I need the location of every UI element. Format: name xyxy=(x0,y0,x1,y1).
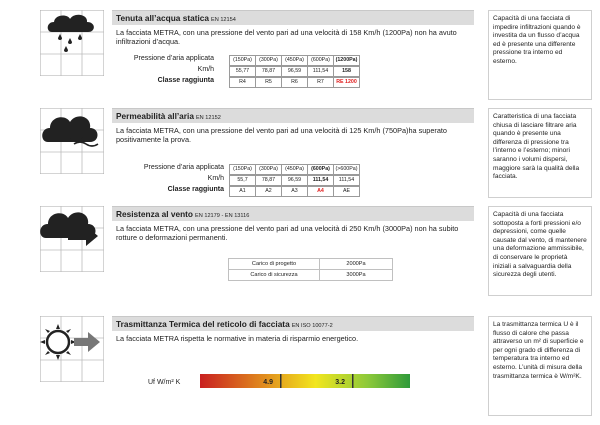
section-norm: EN 12179 - EN 13116 xyxy=(195,213,250,219)
section-description: La facciata METRA, con una pressione del vento pari ad una velocità di 158 Km/h (1200Pa) non ha avuto infiltrazioni d’acqua. xyxy=(116,28,457,46)
row-label-class: Classe raggiunta xyxy=(157,77,214,84)
uf-mark-label: 3.2 xyxy=(335,379,345,386)
side-note: La trasmittanza termica U è il flusso di calore che passa attraverso un m² di superficie e per ogni grado di differenza di temperatura tra interno ed esterno. L’unità di misura della trasmittanza termica è W/m²K. xyxy=(488,316,592,416)
uf-marker-4-9 xyxy=(280,374,282,388)
kmh-cell-highlight: 158 xyxy=(333,66,360,77)
class-cell: A3 xyxy=(281,186,308,197)
section-header xyxy=(112,108,474,123)
class-cell: A2 xyxy=(255,186,282,197)
section-main xyxy=(112,206,474,242)
class-row xyxy=(230,77,360,88)
section-main xyxy=(112,316,474,343)
class-cell: R4 xyxy=(229,77,256,88)
section-norm: EN 12154 xyxy=(211,17,236,23)
pressure-cell-highlight: (1200Pa) xyxy=(333,55,360,66)
pressure-cell: (150Pa) xyxy=(229,164,256,175)
section-main xyxy=(112,10,474,46)
side-note: Capacità di una facciata di impedire infiltrazioni quando è investita da un flusso d’acqua ed è presente una differente pressione tra interno ed esterno. xyxy=(488,10,592,100)
section-header xyxy=(112,316,474,331)
kmh-cell: 55,7 xyxy=(229,175,256,186)
pressure-cell: (600Pa) xyxy=(307,55,334,66)
section-title: Trasmittanza Termica del reticolo di facciata xyxy=(116,319,290,329)
load-value: 3000Pa xyxy=(320,270,393,281)
kmh-cell: 96,59 xyxy=(281,66,308,77)
side-note: Caratteristica di una facciata chiusa di lasciare filtrare aria quando è presente una differenza di pressione tra l’interno e l’esterno; minori saranno i volumi dispersi, maggiore sarà la qualità della facciata. xyxy=(488,108,592,198)
cloud-wind-icon xyxy=(40,108,104,174)
load-value: 2000Pa xyxy=(320,259,393,270)
pressure-row xyxy=(230,55,360,66)
pressure-cell: (150Pa) xyxy=(229,55,256,66)
section-main xyxy=(112,108,474,144)
load-table xyxy=(228,258,393,281)
sun-arrow-icon xyxy=(40,316,104,382)
load-row xyxy=(229,259,393,270)
cloud-arrow-icon xyxy=(40,206,104,272)
class-cell-achieved: RE 1200 xyxy=(333,77,360,88)
uf-label: Uf W/m² K xyxy=(148,379,181,386)
section-norm: EN ISO 10077-2 xyxy=(291,323,333,329)
class-cell: R6 xyxy=(281,77,308,88)
kmh-cell-highlight: 111,54 xyxy=(307,175,334,186)
load-row xyxy=(229,270,393,281)
side-note: Capacità di una facciata sottoposta a forti pressioni e/o depressioni, come quelle causate dal vento, di mantenere una deformazione ammissibile, di conservare le proprietà iniziali a salvaguardia della sicurezza degli utenti. xyxy=(488,206,592,296)
class-cell: R7 xyxy=(307,77,334,88)
pressure-cell: (300Pa) xyxy=(255,164,282,175)
uf-mark-label: 4.9 xyxy=(263,379,273,386)
uf-gradient-bar xyxy=(200,374,410,388)
section-description: La facciata METRA rispetta le normative in materia di risparmio energetico. xyxy=(116,334,359,343)
pressure-cell: (450Pa) xyxy=(281,164,308,175)
uf-marker-3-2 xyxy=(352,374,354,388)
section-title: Tenuta all’acqua statica xyxy=(116,13,209,23)
section-description: La facciata METRA, con una pressione del vento pari ad una velocità di 125 Km/h (750Pa)ha superato positivamente la prova. xyxy=(116,126,447,144)
row-label-class: Classe raggiunta xyxy=(167,186,224,193)
class-row xyxy=(230,186,360,197)
load-label: Carico di progetto xyxy=(229,259,320,270)
class-cell-achieved: A4 xyxy=(307,186,334,197)
kmh-cell: 111,54 xyxy=(307,66,334,77)
row-label-kmh: Km/h xyxy=(197,66,214,73)
class-cell: R5 xyxy=(255,77,282,88)
pressure-cell: (300Pa) xyxy=(255,55,282,66)
section-header xyxy=(112,10,474,25)
pressure-cell-highlight: (600Pa) xyxy=(307,164,334,175)
section-title: Resistenza al vento xyxy=(116,209,194,219)
kmh-row xyxy=(230,175,360,186)
pressure-cell: (>600Pa) xyxy=(333,164,360,175)
row-label-pressure: Pressione d’aria applicata xyxy=(143,164,224,171)
class-cell: AE xyxy=(333,186,360,197)
row-label-pressure: Pressione d’aria applicata xyxy=(133,55,214,62)
pressure-cell: (450Pa) xyxy=(281,55,308,66)
kmh-cell: 96,59 xyxy=(281,175,308,186)
class-cell: A1 xyxy=(229,186,256,197)
kmh-row xyxy=(230,66,360,77)
section-description: La facciata METRA, con una pressione del vento pari ad una velocità di 250 Km/h (3000Pa) non ha subito rotture o deformazioni permanenti. xyxy=(116,224,459,242)
load-label: Carico di sicurezza xyxy=(229,270,320,281)
kmh-cell: 111,54 xyxy=(333,175,360,186)
section-title: Permeabilità all’aria xyxy=(116,111,194,121)
row-label-kmh: Km/h xyxy=(207,175,224,182)
pressure-row xyxy=(230,164,360,175)
cloud-rain-icon xyxy=(40,10,104,76)
section-norm: EN 12152 xyxy=(195,115,221,121)
section-header xyxy=(112,206,474,221)
kmh-cell: 78,87 xyxy=(255,175,282,186)
kmh-cell: 55,77 xyxy=(229,66,256,77)
kmh-cell: 78,87 xyxy=(255,66,282,77)
